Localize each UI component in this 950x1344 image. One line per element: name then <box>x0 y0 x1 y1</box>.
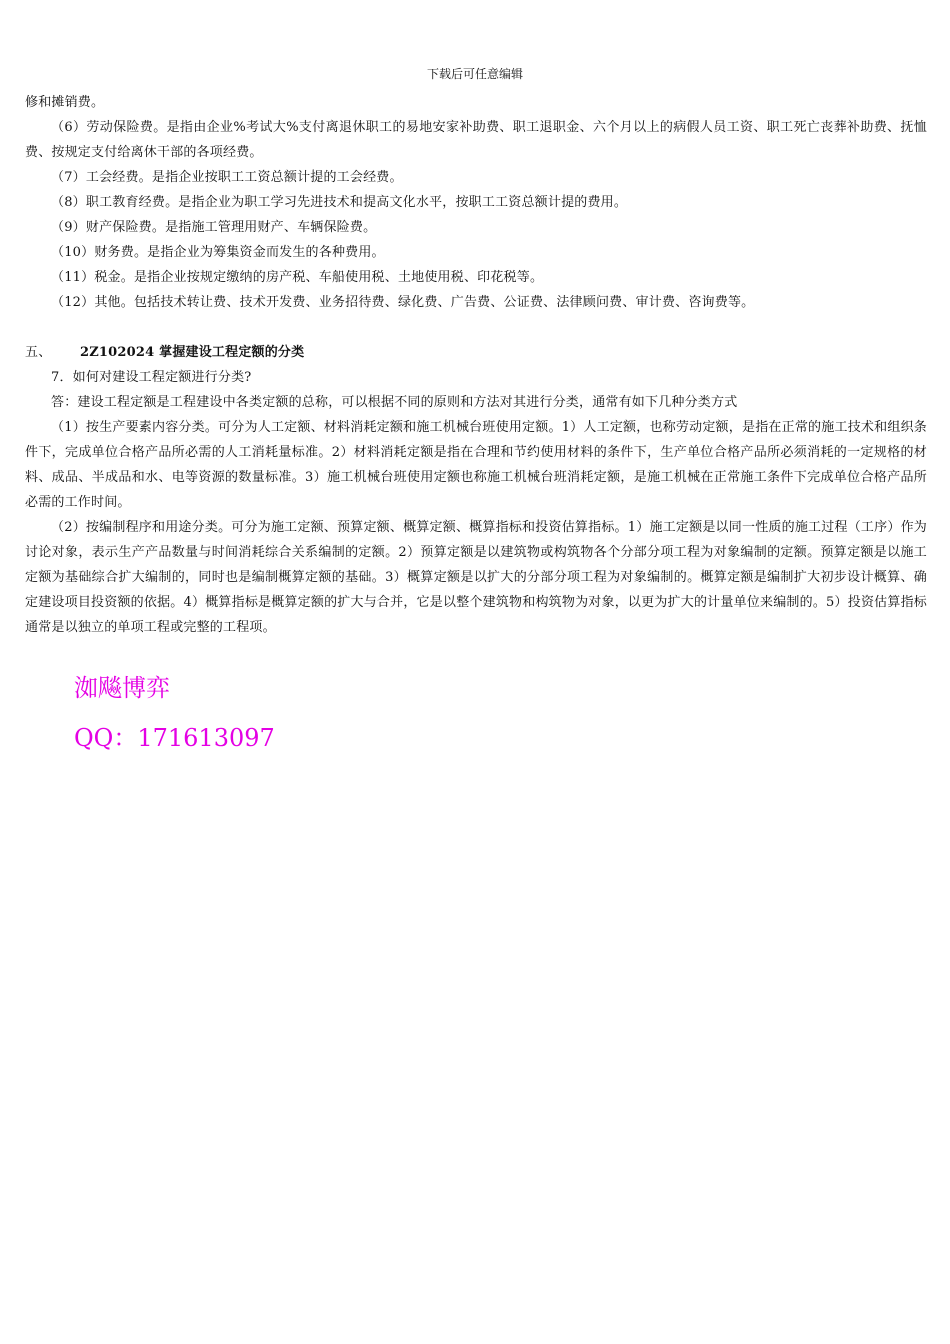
paragraph-item-6: （6）劳动保险费。是指由企业%考试大%支付离退休职工的易地安家补助费、职工退职金、六个月以上的病假人员工资、职工死亡丧葬补助费、抚恤费、按规定支付给离休干部的各项经费。 <box>25 120 927 160</box>
section-number: 五、 <box>25 345 52 360</box>
paragraph-item-11: （11）税金。是指企业按规定缴纳的房产税、车船使用税、土地使用税、印花税等。 <box>51 270 544 285</box>
paragraph-continuation: 修和摊销费。 <box>25 95 105 110</box>
answer-intro: 答：建设工程定额是工程建设中各类定额的总称，可以根据不同的原则和方法对其进行分类，通常有如下几种分类方式 <box>51 395 738 410</box>
answer-item-2: （2）按编制程序和用途分类。可分为施工定额、预算定额、概算定额、概算指标和投资估算指标。1）施工定额是以同一性质的施工过程（工序）作为讨论对象，表示生产产品数量与时间消耗综合关系编制的定额。2）预算定额是以建筑物或构筑物各个分部分项工程为对象编制的定额。预算定额是以施工定额为基础综合扩大编制的，同时也是编制概算定额的基础。3）概算定额是以扩大的分部分项工程为对象编制的。概算定额是编制扩大初步设计概算、确定建设项目投资额的依据。4）概算指标是概算定额的扩大与合并，它是以整个建筑物和构筑物为对象，以更为扩大的计量单位来编制的。5）投资估算指标通常是以独立的单项工程或完整的工程项。 <box>25 520 927 635</box>
paragraph-item-8: （8）职工教育经费。是指企业为职工学习先进技术和提高文化水平，按职工工资总额计提的费用。 <box>51 195 628 210</box>
answer-item-1: （1）按生产要素内容分类。可分为人工定额、材料消耗定额和施工机械台班使用定额。1）人工定额，也称劳动定额，是指在正常的施工技术和组织条件下，完成单位合格产品所必需的人工消耗量标准。2）材料消耗定额是指在合理和节约使用材料的条件下，生产单位合格产品所必须消耗的一定规格的材料、成品、半成品和水、电等资源的数量标准。3）施工机械台班使用定额也称施工机械台班消耗定额，是施工机械在正常施工条件下完成单位合格产品所必需的工作时间。 <box>25 420 927 510</box>
paragraph-item-7: （7）工会经费。是指企业按职工工资总额计提的工会经费。 <box>51 170 403 185</box>
paragraph-item-12: （12）其他。包括技术转让费、技术开发费、业务招待费、绿化费、广告费、公证费、法律顾问费、审计费、咨询费等。 <box>51 295 755 310</box>
spacer <box>25 315 927 340</box>
paragraph-item-10: （10）财务费。是指企业为筹集资金而发生的各种费用。 <box>51 245 385 260</box>
question-text: 7．如何对建设工程定额进行分类? <box>51 370 252 385</box>
header-note: 下载后可任意编辑 <box>426 67 523 81</box>
paragraph-item-9: （9）财产保险费。是指施工管理用财产、车辆保险费。 <box>51 220 377 235</box>
watermark-qq: QQ：171613097 <box>74 724 275 752</box>
section-title: 2Z102024 掌握建设工程定额的分类 <box>80 345 305 360</box>
document-body <box>25 90 927 640</box>
watermark-name: 洳飚博弈 <box>74 674 170 702</box>
section-heading <box>25 340 927 365</box>
